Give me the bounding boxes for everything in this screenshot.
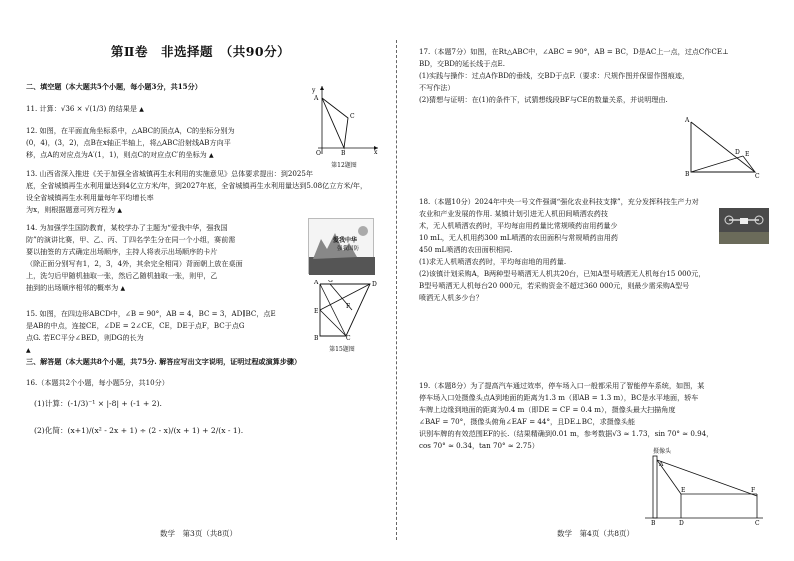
q16-header: 16.（本题共2个小题，每小题5分，共10分） [26, 378, 169, 387]
svg-text:A: A [685, 117, 690, 124]
q11: 11. 计算：√36 × √(1/3) 的结果是 ▲ [26, 104, 144, 113]
svg-text:B: B [314, 335, 319, 340]
q18: 18.（本题10分）2024年中央一号文件强调“强化农业科技支撑”，充分发挥科技生产力对 农业和产业发展的作用. 某镇计划引进无人机田间喷洒农药技 术，无人机喷洒农药时，平均每亩用药量比常规喷药亩用药量少 10 mL，无人机用药300 mL喷洒的农田面积与常规喷药亩用药 450 mL喷洒的农田面积相同. (1)求无人机喷洒农药时，平均每亩地的用药量. (2)该镇计划采购A，B两种型号喷洒无人机共20台，已知A型号喷洒无人机每台15 000元， B型号喷洒无人机每台20 000元，若采购资金不超过360 000元，则最少需采购A型号 喷洒无人机多少台？ [419, 197, 706, 302]
svg-text:D: D [372, 281, 377, 288]
coordinate-diagram [308, 84, 380, 156]
svg-text:E: E [314, 308, 319, 315]
q14: 14. 为加强学生国防教育，某校学办了主题为“爱我中华，强我国 防”的演讲比赛，甲、乙、丙、丁四名学生分在同一个小组，赛前需 要以抽签的方式确定出场顺序，主持人将表示出场顺序的卡片 （除正面分别写有1，2，3，4外，其余完全相同）背面朝上放在桌面 上，洗匀后甲随机抽取一张，然后乙随机抽取一张，则甲，乙 抽到的出场顺序相邻的概率为 ▲ [26, 223, 243, 292]
svg-text:y: y [312, 87, 316, 94]
right-page [397, 0, 794, 561]
svg-text:E: E [745, 151, 750, 158]
svg-text:B: B [651, 520, 656, 526]
fig15: A E B C D G F 第15题图 [302, 280, 382, 348]
q16-part1: (1)计算：(-1/3)⁻¹ × |-8| + (-1 + 2). [34, 399, 162, 408]
quadrilateral-diagram [302, 280, 382, 340]
drone-icon [719, 208, 769, 244]
left-footer: 数学 第3页（共8页） [159, 529, 238, 538]
fig19: 摄像头 A E F B D C [645, 446, 765, 526]
svg-text:D: D [735, 149, 740, 156]
drone-photo [719, 208, 769, 244]
camera-diagram [645, 446, 765, 526]
svg-text:E: E [681, 487, 686, 494]
poster-image: 爱我中华 强我国防 [308, 218, 374, 274]
q15: 15. 如图，在四边形ABCD中，∠B = 90°，AB = 4，BC = 3，AD∥BC，点E 是AB的中点，连接CE，∠DE = 2∠CE，CE，DE于点F，BC于点G 点G. 若EC平分∠BED，则DG的长为 ▲ [26, 309, 276, 354]
svg-text:F: F [346, 303, 351, 310]
sec2-header: 二、填空题（本大题共5个小题，每小题3分，共15分） [26, 82, 202, 91]
svg-text:O: O [316, 150, 321, 156]
svg-text:x: x [374, 149, 378, 156]
fig12: y x A C B O 第12题图 [308, 84, 380, 166]
fig17 [683, 112, 763, 178]
svg-text:D: D [679, 520, 684, 526]
svg-text:B: B [341, 150, 346, 156]
svg-text:A: A [659, 461, 664, 468]
svg-text:B: B [685, 171, 690, 178]
section-title: 第Ⅱ卷 非选择题 （共90分） [110, 44, 291, 59]
q16-part2: (2)化简：(x+1)/(x² - 2x + 1) ÷ (2 - x)/(x + 1) + 2/(x - 1). [34, 426, 244, 435]
svg-text:C: C [346, 335, 351, 340]
svg-text:A: A [314, 95, 319, 102]
svg-text:C: C [755, 173, 760, 178]
svg-text:C: C [755, 520, 760, 526]
right-footer: 数学 第4页（共8页） [556, 529, 635, 538]
q17: 17.（本题7分）如图，在Rt△ABC中，∠ABC = 90°，AB = BC，D是AC上一点，过点C作CE⊥ BD，交BD的延长线于点E. (1)实践与操作：过点A作BD的垂线，交BD于点F.（要求：尺规作图并保留作图痕迹， 不写作法） (2)猜想与证明：在(1)的条件下，试猜想线段BF与CE的数量关系，并说明理由. [419, 47, 729, 104]
svg-text:F: F [751, 487, 756, 494]
svg-text:C: C [350, 113, 355, 120]
q13: 13. 山西省深入推进《关于加强全省城镇再生水利用的实施意见》总体要求提出：到2025年 底，全省城镇再生水利用量达到4亿立方米/年，到2027年底，全省城镇再生水利用量达到5.08亿立方米/年，设全省城镇再生水利用量每年平均增长率 为x，则根据题意可列方程为 ▲ [26, 169, 368, 214]
sec3-header: 三、解答题（本大题共8个小题，共75分. 解答应写出文字说明，证明过程或演算步骤） [26, 357, 302, 366]
svg-text:G: G [328, 280, 333, 284]
q19: 19.（本题8分）为了提高汽车通过效率，停车场入口一般都采用了智能停车系统，如图，某 停车场入口处摄像头点A到地面的距离为1.3 m（即AB = 1.3 m），BC是水平地面，轿车 车牌上边缘到地面的距离为0.4 m（即DE = CF = 0.4 m），摄像头最大扫描角度 ∠BAF = 70°，摄像头俯角∠EAF = 44°，且DE⊥BC，求摄像头能 识别车牌的有效范围EF的长.（结果精确到0.01 m，参考数据√3 ≈ 1.73，sin 70° ≈ 0.94， cos 70° ≈ 0.34，tan 70° ≈ 2.75） [419, 381, 714, 450]
q12: 12. 如图，在平面直角坐标系中，△ABC的顶点A，C的坐标分别为 (0，4)，(3，2)，点B在x轴正半轴上，将△ABC沿射线AB方向平 移，点A的对应点为A′(1，1)，则点C的对应点C′的坐标为 ▲ [26, 126, 235, 159]
right-triangle-diagram [683, 112, 763, 178]
svg-text:A: A [314, 280, 319, 286]
